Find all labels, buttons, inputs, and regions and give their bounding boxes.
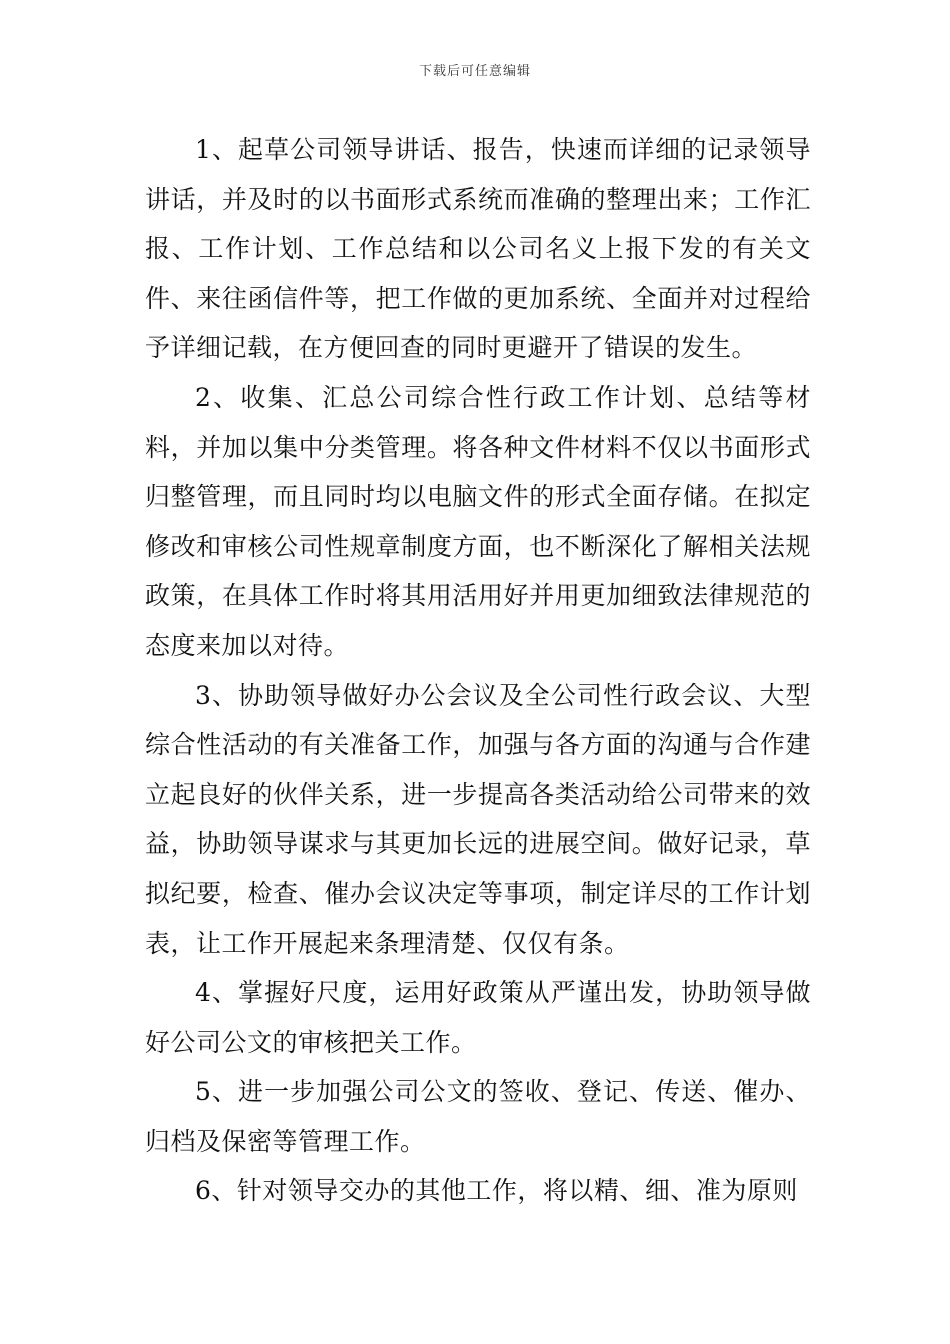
paragraph-4: 4、掌握好尺度，运用好政策从严谨出发，协助领导做好公司公文的审核把关工作。 [145,978,811,1057]
page-header-note: 下载后可任意编辑 [418,64,531,79]
document-body [145,125,811,1216]
paragraph-3: 3、协助领导做好办公会议及全公司性行政会议、大型综合性活动的有关准备工作，加强与各方面的沟通与合作建立起良好的伙伴关系，进一步提高各类活动给公司带来的效益，协助领导谋求与其更加长远的进展空间。做好记录，草拟纪要，检查、催办会议决定等事项，制定详尽的工作计划表，让工作开展起来条理清楚、仅仅有条。 [145,680,811,958]
paragraph-5: 5、进一步加强公司公文的签收、登记、传送、催办、归档及保密等管理工作。 [145,1077,811,1156]
paragraph-2: 2、收集、汇总公司综合性行政工作计划、总结等材料，并加以集中分类管理。将各种文件材料不仅以书面形式归整管理，而且同时均以电脑文件的形式全面存储。在拟定修改和审核公司性规章制度方面，也不断深化了解相关法规政策，在具体工作时将其用活用好并用更加细致法律规范的态度来加以对待。 [145,382,811,660]
paragraph-1: 1、起草公司领导讲话、报告，快速而详细的记录领导讲话，并及时的以书面形式系统而准确的整理出来；工作汇报、工作计划、工作总结和以公司名义上报下发的有关文件、来往函信件等，把工作做的更加系统、全面并对过程给予详细记载，在方便回查的同时更避开了错误的发生。 [145,135,811,363]
paragraph-6: 6、针对领导交办的其他工作，将以精、细、准为原则 [195,1176,798,1206]
